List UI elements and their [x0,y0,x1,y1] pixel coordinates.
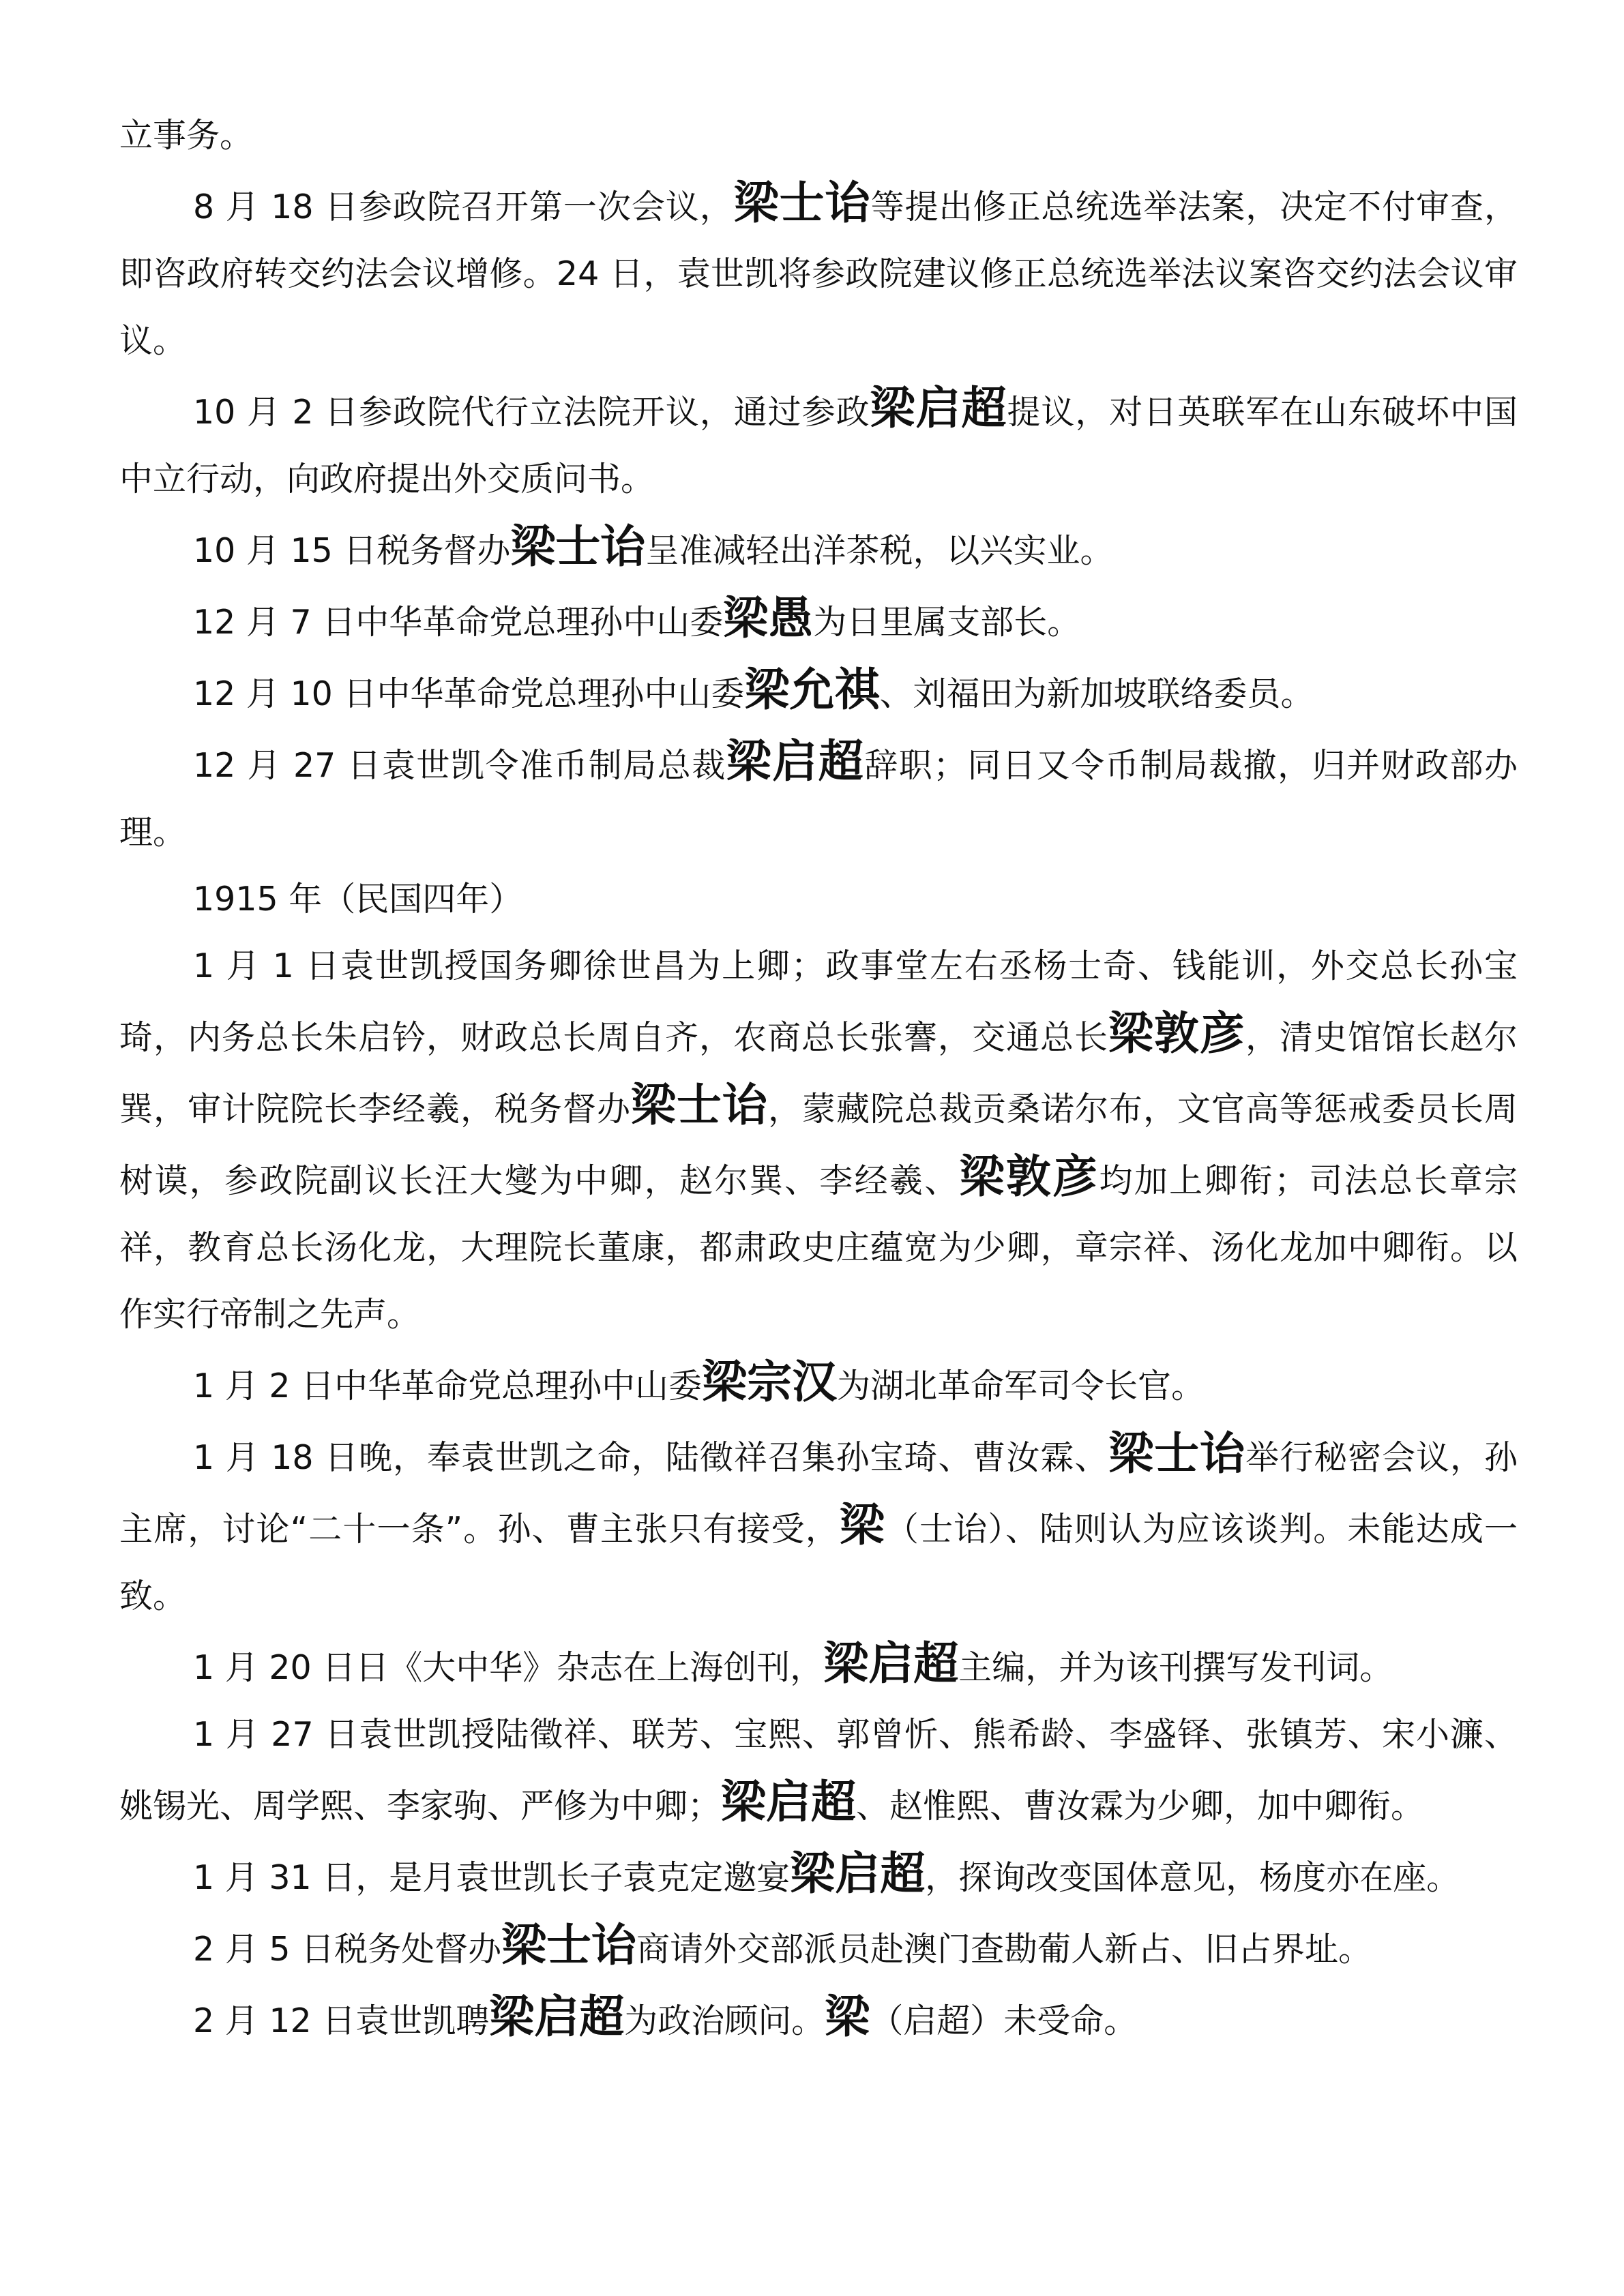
person-name: 梁允祺 [744,663,880,716]
paragraph [119,584,1518,656]
paragraph [119,513,1518,584]
text-run: 提议，对日英联军在山东破坏中国中立行动，向政府提出外交质问书。 [119,393,1518,498]
text-run: 1 月 2 日中华革命党总理孙中山委 [193,1367,703,1405]
paragraph [119,1420,1518,1630]
person-name: 梁启超 [823,1637,959,1690]
paragraph [119,866,1518,933]
text-run: 为湖北革命军司令长官。 [837,1367,1205,1405]
text-run: 1 月 1 日袁世凯授国务卿徐世昌为上卿；政事堂左右丞杨士奇、钱能训，外交总长孙宝琦，内务总长朱启钤，财政总长周自齐，农商总长张謇，交通总长 [119,946,1518,1057]
text-run: 辞职；同日又令币制局裁撤，归并财政部办理。 [119,746,1518,852]
text-run: 2 月 12 日袁世凯聘 [193,2001,490,2040]
paragraph [119,728,1518,866]
text-run: 1915 年（民国四年） [193,880,523,919]
text-run: 均加上卿衔；司法总长章宗祥，教育总长汤化龙，大理院长董康，都肃政史庄蕴宽为少卿，章宗祥、汤化龙加中卿衔。以作实行帝制之先声。 [119,1161,1518,1334]
person-name: 梁士诒 [733,176,871,229]
paragraph [119,656,1518,728]
person-name: 梁宗汉 [702,1355,838,1408]
person-name: 梁启超 [870,381,1007,434]
text-run: （士诒）、陆则认为应该谈判。未能达成一致。 [119,1510,1518,1615]
text-run: 呈准减轻出洋茶税，以兴实业。 [645,531,1114,570]
text-run: 1 月 20 日日《大中华》杂志在上海创刊， [193,1648,824,1687]
text-run: 8 月 18 日参政院召开第一次会议， [193,188,734,226]
paragraph [119,1911,1518,1983]
document-page [119,102,1518,2055]
text-run: ，蒙藏院总裁贡桑诺尔布，文官高等惩戒委员长周树谟，参政院副议长汪大燮为中卿，赵尔巽、李经羲、 [119,1090,1518,1200]
person-name: 梁启超 [489,1990,625,2043]
text-run: 12 月 10 日中华革命党总理孙中山委 [193,674,745,713]
paragraph [119,1983,1518,2055]
person-name: 梁敦彦 [1108,1007,1245,1060]
person-name: 梁 [839,1498,885,1551]
text-run: 立事务。 [119,116,254,155]
person-name: 梁 [825,1990,870,2043]
person-name: 梁士诒 [1108,1427,1246,1480]
text-run: ，清史馆馆长赵尔巽，审计院院长李经羲，税务督办 [119,1018,1518,1129]
paragraph [119,1701,1518,1840]
person-name: 梁启超 [721,1775,857,1828]
text-run: 12 月 27 日袁世凯令准币制局总裁 [193,746,726,785]
person-name: 梁启超 [790,1847,926,1900]
text-run: （启超）未受命。 [870,2001,1138,2040]
text-run: 2 月 5 日税务处督办 [193,1930,502,1969]
paragraph [119,933,1518,1348]
text-run: 1 月 31 日，是月袁世凯长子袁克定邀宴 [193,1858,791,1897]
text-run: 10 月 2 日参政院代行立法院开议，通过参政 [193,393,870,432]
text-run: 10 月 15 日税务督办 [193,531,511,570]
person-name: 梁敦彦 [959,1150,1099,1203]
text-run: 等提出修正总统选举法案，决定不付审查，即咨政府转交约法会议增修。24 日，袁世凯将参政院建议修正总统选举法议案咨交约法会议审议。 [119,188,1518,360]
text-run: ，探询改变国体意见，杨度亦在座。 [925,1858,1460,1897]
person-name: 梁士诒 [631,1078,768,1131]
person-name: 梁启超 [726,734,865,788]
text-run: 1 月 27 日袁世凯授陆徵祥、联芳、宝熙、郭曾忻、熊希龄、李盛铎、张镇芳、宋小濂、姚锡光、周学熙、李家驹、严修为中卿； [119,1715,1518,1825]
text-run: 商请外交部派员赴澳门查勘葡人新占、旧占界址。 [636,1930,1372,1969]
text-run: 、赵惟熙、曹汝霖为少卿，加中卿衔。 [856,1787,1425,1825]
person-name: 梁士诒 [501,1918,637,1971]
text-run: 12 月 7 日中华革命党总理孙中山委 [193,603,724,642]
text-run: 举行秘密会议，孙主席，讨论“二十一条”。孙、曹主张只有接受， [119,1438,1518,1549]
person-name: 梁愚 [723,591,814,644]
paragraph [119,1348,1518,1420]
text-run: 1 月 18 日晚，奉袁世凯之命，陆徵祥召集孙宝琦、曹汝霖、 [193,1438,1109,1477]
paragraph [119,374,1518,513]
person-name: 梁士诒 [510,520,646,573]
text-run: 为政治顾问。 [624,2001,825,2040]
paragraph [119,1840,1518,1911]
text-run: 、刘福田为新加坡联络委员。 [879,674,1314,713]
paragraph [119,1630,1518,1701]
paragraph [119,169,1518,374]
text-run: 为日里属支部长。 [813,603,1081,642]
paragraph [119,102,1518,169]
text-run: 主编，并为该刊撰写发刊词。 [958,1648,1393,1687]
